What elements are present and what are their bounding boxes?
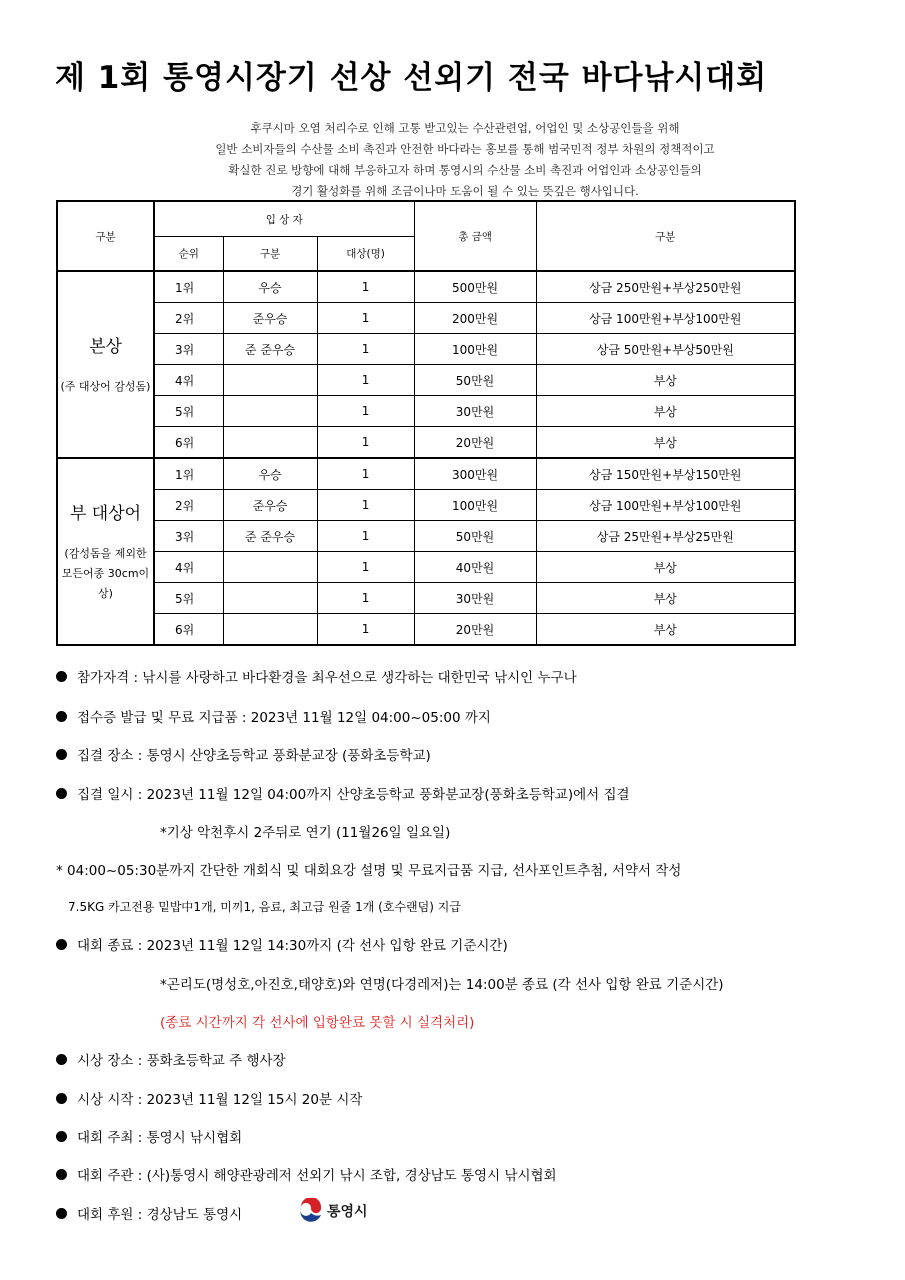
info-text: 집결 장소 : 통영시 산양초등학교 풍화분교장 (풍화초등학교) — [77, 748, 431, 764]
header-category: 구분 — [57, 201, 154, 271]
total-cell: 50만원 — [414, 365, 536, 396]
detail-cell: 부상 — [536, 365, 795, 396]
total-cell: 20만원 — [414, 614, 536, 646]
group-note: (감성돔을 제외한 모든어종 30cm이상) — [61, 547, 150, 600]
type-cell: 준 준우승 — [223, 334, 317, 365]
detail-cell: 상금 25만원+부상25만원 — [536, 521, 795, 552]
bullet-icon — [56, 711, 67, 722]
info-gather-place — [56, 744, 431, 764]
rank-cell: 1위 — [154, 458, 223, 490]
rank-cell: 1위 — [154, 271, 223, 303]
type-cell — [223, 614, 317, 646]
detail-cell: 부상 — [536, 396, 795, 427]
detail-cell: 상금 100만원+부상100만원 — [536, 303, 795, 334]
intro-line: 후쿠시마 오염 처리수로 인해 고통 받고있는 수산관련업, 어업인 및 소상공인들을 위해 — [250, 121, 680, 135]
info-organizer — [56, 1164, 557, 1184]
header-rank: 순위 — [154, 237, 223, 272]
group-name: 본상 — [89, 337, 122, 357]
info-reception — [56, 706, 491, 726]
info-gather-time — [56, 783, 630, 803]
detail-cell: 상금 100만원+부상100만원 — [536, 490, 795, 521]
bullet-icon — [56, 1169, 67, 1180]
info-text: 집결 일시 : 2023년 11월 12일 04:00까지 산양초등학교 풍화분교장(풍화초등학교)에서 집결 — [77, 787, 630, 803]
type-cell: 우승 — [223, 458, 317, 490]
group-sub-cell — [57, 458, 154, 645]
header-count: 대상(명) — [317, 237, 414, 272]
type-cell: 준우승 — [223, 490, 317, 521]
rank-cell: 3위 — [154, 334, 223, 365]
total-cell: 100만원 — [414, 490, 536, 521]
info-eligibility — [56, 666, 577, 686]
total-cell: 500만원 — [414, 271, 536, 303]
total-cell: 50만원 — [414, 521, 536, 552]
header-total: 총 금액 — [414, 201, 536, 271]
info-schedule-note: * 04:00~05:30분까지 간단한 개회식 및 대회요강 설명 및 무료지급품 지급, 선사포인트추첨, 서약서 작성 — [56, 863, 682, 879]
type-cell — [223, 583, 317, 614]
group-note: (주 대상어 감성돔) — [60, 380, 151, 393]
type-cell: 준우승 — [223, 303, 317, 334]
table-row — [57, 271, 795, 303]
count-cell: 1 — [317, 583, 414, 614]
detail-cell: 상금 150만원+부상150만원 — [536, 458, 795, 490]
info-end-note: *곤리도(명성호,아진호,태양호)와 연명(다경레저)는 14:00분 종료 (각 선사 입항 완료 기준시간) — [160, 977, 724, 993]
intro-paragraph — [120, 118, 810, 202]
rank-cell: 2위 — [154, 490, 223, 521]
info-text: 시상 시작 : 2023년 11월 12일 15시 20분 시작 — [77, 1092, 363, 1108]
info-supplies-note: 7.5KG 카고전용 밑밥中1개, 미끼1, 음료, 최고급 원줄 1개 (호수랜덤) 지급 — [68, 900, 461, 914]
total-cell: 30만원 — [414, 583, 536, 614]
rank-cell: 6위 — [154, 614, 223, 646]
bullet-icon — [56, 1208, 67, 1219]
page-title: 제 1회 통영시장기 선상 선외기 전국 바다낚시대회 — [55, 60, 768, 96]
count-cell: 1 — [317, 427, 414, 459]
info-text: 참가자격 : 낚시를 사랑하고 바다환경을 최우선으로 생각하는 대한민국 낚시인 누구나 — [77, 670, 577, 686]
info-text: 대회 주관 : (사)통영시 해양관광레저 선외기 낚시 조합, 경상남도 통영시 낚시협회 — [77, 1168, 557, 1184]
rank-cell: 4위 — [154, 365, 223, 396]
type-cell — [223, 552, 317, 583]
info-text: 대회 후원 : 경상남도 통영시 — [77, 1207, 243, 1223]
bullet-icon — [56, 1131, 67, 1142]
detail-cell: 부상 — [536, 583, 795, 614]
type-cell: 준 준우승 — [223, 521, 317, 552]
total-cell: 200만원 — [414, 303, 536, 334]
info-weather-note: *기상 악천후시 2주뒤로 연기 (11월26일 일요일) — [160, 825, 451, 841]
intro-line: 확실한 진로 방향에 대해 부응하고자 하며 통영시의 수산물 소비 촉진과 어업인과 소상공인들의 — [228, 163, 702, 177]
count-cell: 1 — [317, 552, 414, 583]
detail-cell: 부상 — [536, 614, 795, 646]
detail-cell: 부상 — [536, 552, 795, 583]
total-cell: 20만원 — [414, 427, 536, 459]
bullet-icon — [56, 1054, 67, 1065]
rank-cell: 3위 — [154, 521, 223, 552]
group-name: 부 대상어 — [69, 504, 142, 524]
info-text: 대회 주최 : 통영시 낚시협회 — [77, 1130, 243, 1146]
tongyeong-logo — [298, 1198, 368, 1224]
rank-cell: 4위 — [154, 552, 223, 583]
total-cell: 30만원 — [414, 396, 536, 427]
bullet-icon — [56, 788, 67, 799]
type-cell: 우승 — [223, 271, 317, 303]
tongyeong-emblem-icon — [298, 1198, 324, 1224]
bullet-icon — [56, 939, 67, 950]
total-cell: 40만원 — [414, 552, 536, 583]
info-award-time — [56, 1088, 362, 1108]
header-winners: 입 상 자 — [154, 201, 414, 237]
rank-cell: 2위 — [154, 303, 223, 334]
count-cell: 1 — [317, 396, 414, 427]
rank-cell: 6위 — [154, 427, 223, 459]
count-cell: 1 — [317, 365, 414, 396]
count-cell: 1 — [317, 334, 414, 365]
detail-cell: 상금 50만원+부상50만원 — [536, 334, 795, 365]
bullet-icon — [56, 1093, 67, 1104]
count-cell: 1 — [317, 303, 414, 334]
count-cell: 1 — [317, 271, 414, 303]
rank-cell: 5위 — [154, 583, 223, 614]
table-row — [57, 583, 795, 614]
type-cell — [223, 396, 317, 427]
rank-cell: 5위 — [154, 396, 223, 427]
type-cell — [223, 365, 317, 396]
table-row — [57, 365, 795, 396]
count-cell: 1 — [317, 490, 414, 521]
table-row — [57, 552, 795, 583]
table-row — [57, 427, 795, 459]
group-main-cell — [57, 271, 154, 458]
info-award-place — [56, 1049, 286, 1069]
total-cell: 300만원 — [414, 458, 536, 490]
table-row — [57, 614, 795, 646]
bullet-icon — [56, 749, 67, 760]
table-row — [57, 396, 795, 427]
count-cell: 1 — [317, 521, 414, 552]
count-cell: 1 — [317, 614, 414, 646]
info-text: 접수증 발급 및 무료 지급품 : 2023년 11월 12일 04:00~05:00 까지 — [77, 710, 491, 726]
prize-table — [56, 200, 796, 646]
count-cell: 1 — [317, 458, 414, 490]
header-type: 구분 — [223, 237, 317, 272]
logo-text: 통영시 — [327, 1204, 368, 1220]
table-row — [57, 490, 795, 521]
intro-line: 경기 활성화를 위해 조금이나마 도움이 될 수 있는 뜻깊은 행사입니다. — [291, 184, 639, 198]
info-text: 시상 장소 : 풍화초등학교 주 행사장 — [77, 1053, 286, 1069]
table-row — [57, 521, 795, 552]
intro-line: 일반 소비자들의 수산물 소비 촉진과 안전한 바다라는 홍보를 통해 범국민적 정부 차원의 정책적이고 — [215, 142, 715, 156]
info-text: 대회 종료 : 2023년 11월 12일 14:30까지 (각 선사 입항 완료 기준시간) — [77, 938, 508, 954]
detail-cell: 상금 250만원+부상250만원 — [536, 271, 795, 303]
total-cell: 100만원 — [414, 334, 536, 365]
table-row — [57, 303, 795, 334]
info-sponsor — [56, 1203, 242, 1223]
info-host — [56, 1126, 242, 1146]
bullet-icon — [56, 671, 67, 682]
table-row — [57, 334, 795, 365]
header-detail: 구분 — [536, 201, 795, 271]
table-row — [57, 458, 795, 490]
info-penalty-note: (종료 시간까지 각 선사에 입항완료 못할 시 실격처리) — [160, 1015, 475, 1031]
type-cell — [223, 427, 317, 459]
info-end-time — [56, 934, 508, 954]
detail-cell: 부상 — [536, 427, 795, 459]
